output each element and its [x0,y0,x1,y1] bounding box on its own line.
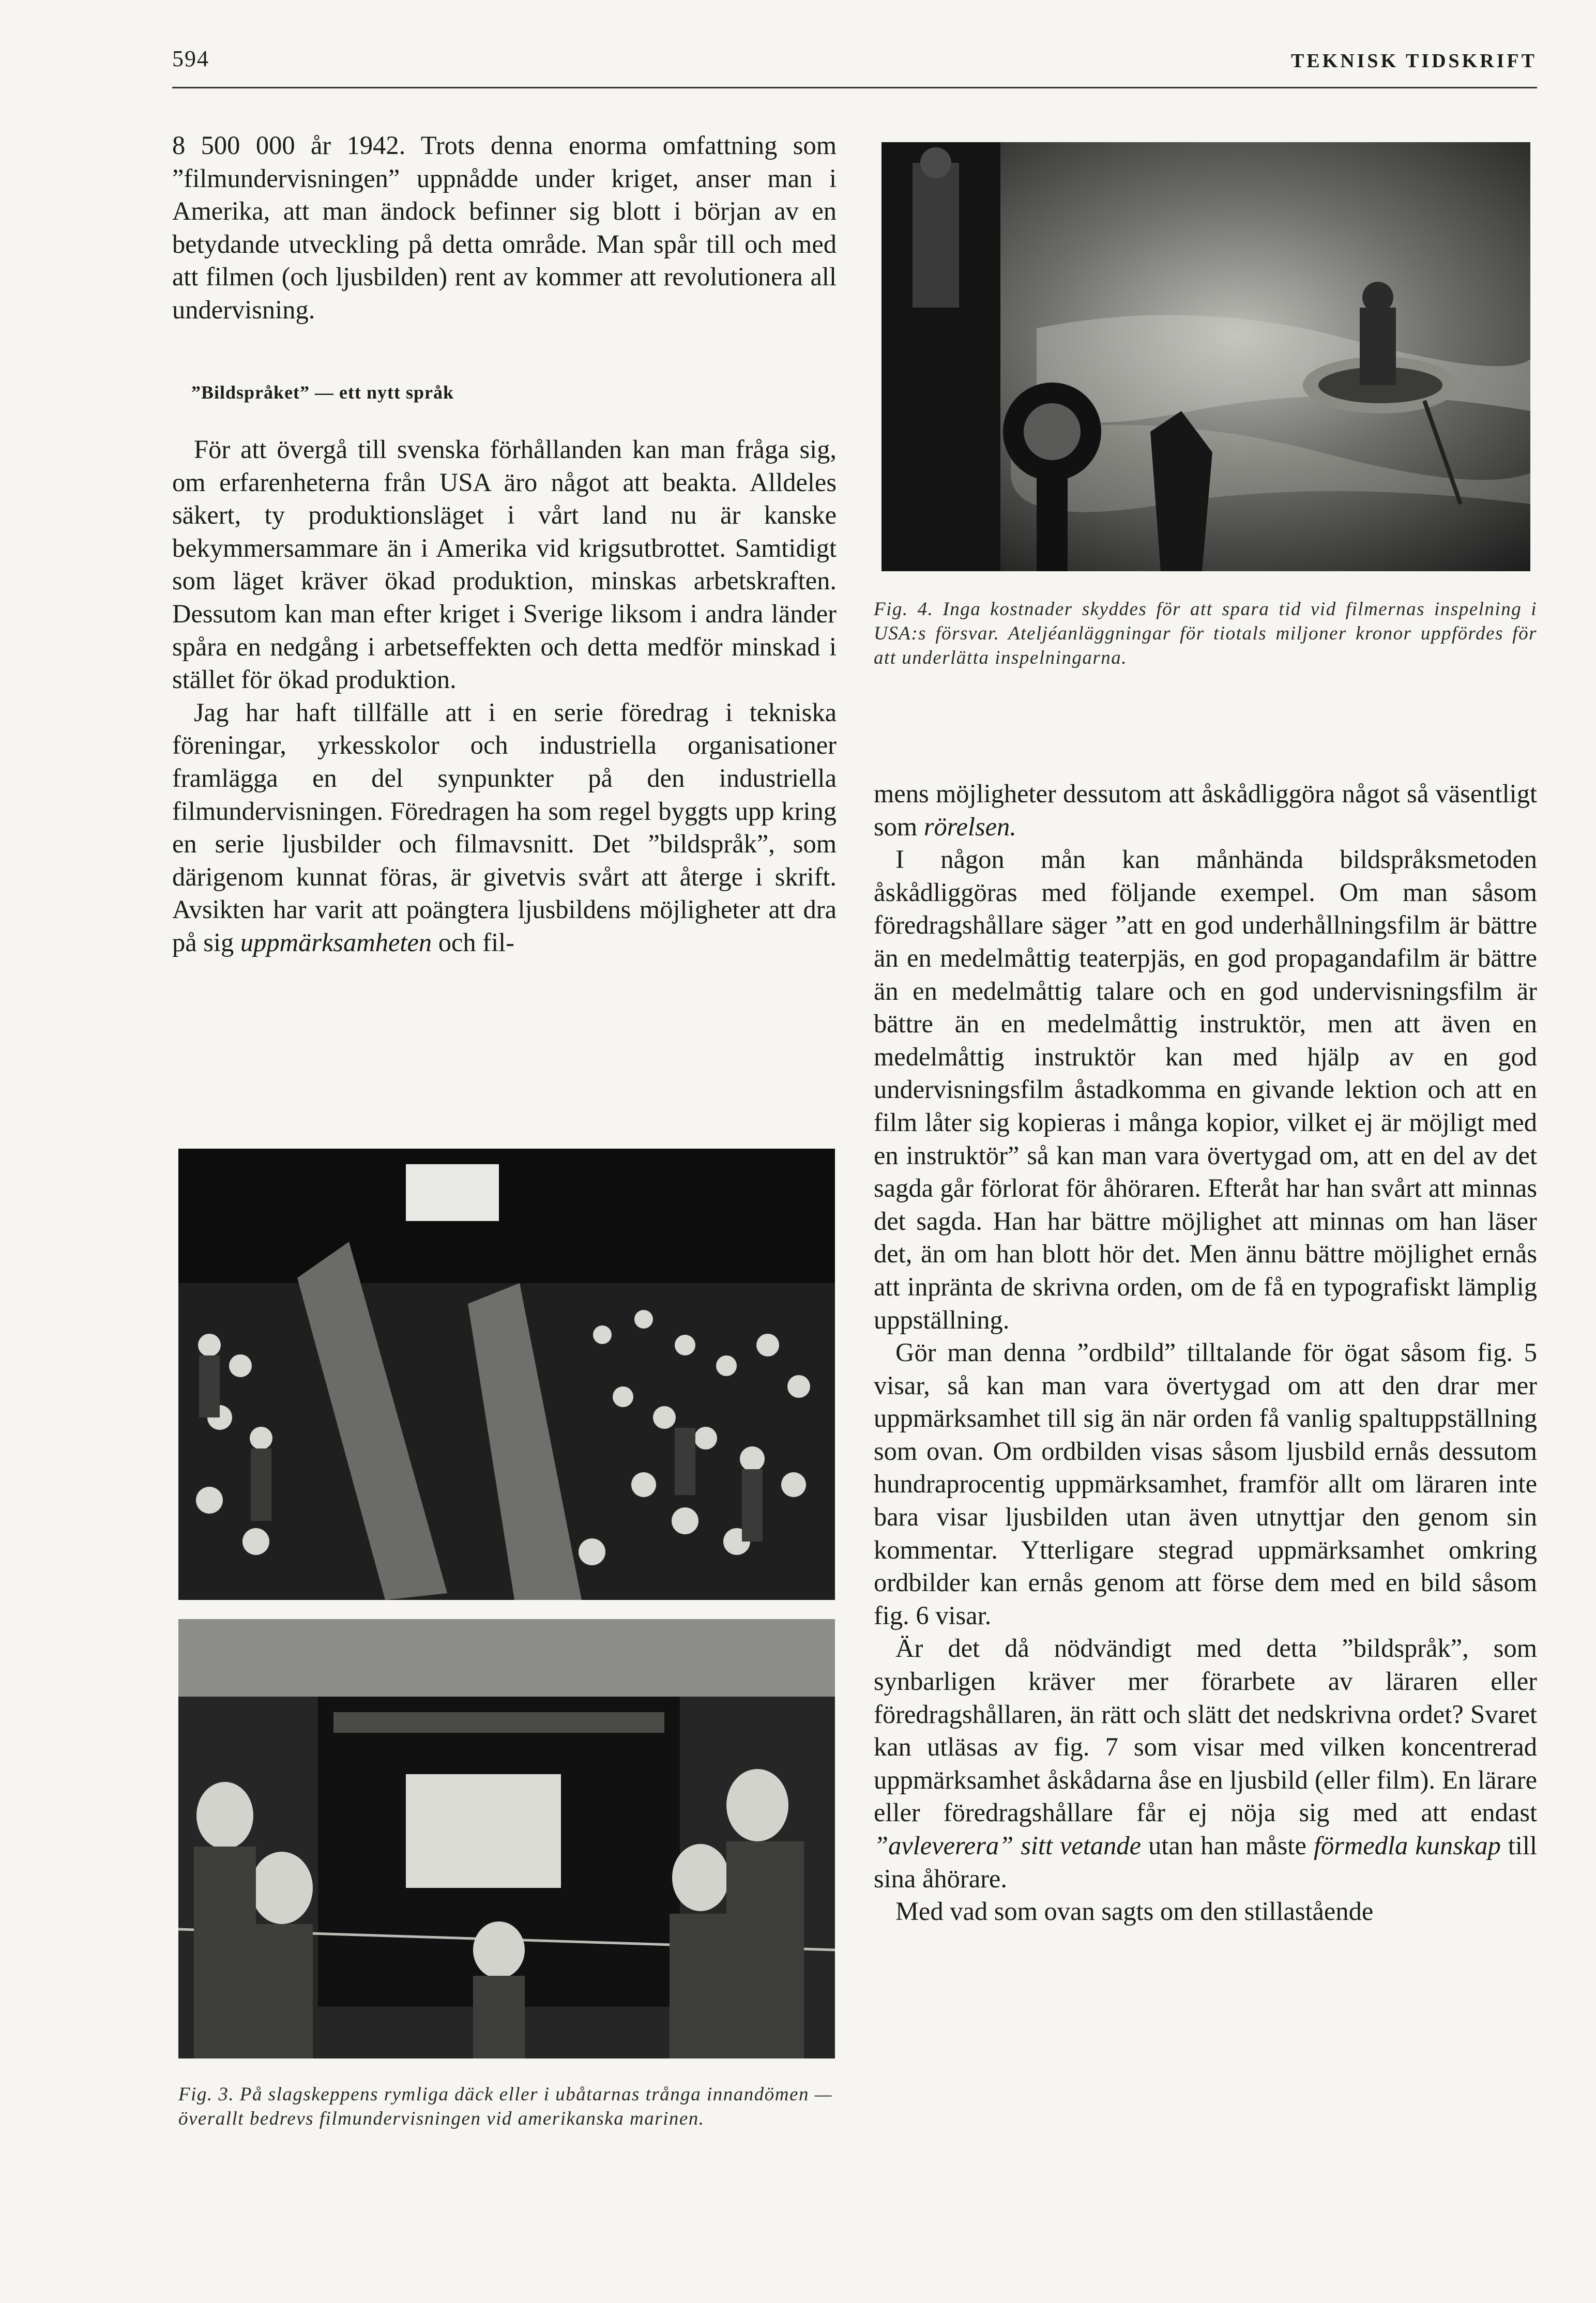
figure-3-top-image [178,1149,835,1600]
paragraph [874,1632,1537,1895]
figure-3-top-photo [178,1149,835,1600]
figure-3-caption [178,2082,835,2131]
paragraph: Gör man denna ”ordbild” tilltalande för ögat såsom fig. 5 visar, så kan man vara övertygad om att den drar mer uppmärksamhet till sig än när orden få vanlig spaltuppställning som ovan. Om ordbilden visas såsom ljusbild ernås dessutom hundraprocentig uppmärksamhet, framför allt om läraren inte bara visar ljusbilden utan även utnyttjar den genom sin kommentar. Ytterligare stegrad uppmärksamhet omkring ordbilder kan ernås genom att förse dem med en bild såsom fig. 6 visar. [874,1338,1537,1630]
left-column-intro [172,129,837,327]
text-run: Är det då nödvändigt med detta ”bildspråk”, som synbarligen kräver mer förarbete av läraren eller föredragshållaren, än rätt och slätt det nedskrivna ordet? Svaret kan utläsas av fig. 7 som visar med vilken koncentrerad uppmärksamhet åskådarna åse en ljusbild (eller film). En lärare eller föredragshållare får ej nöja sig med att endast [874,1634,1537,1827]
paragraph: Med vad som ovan sagts om den stillastående [895,1897,1374,1926]
emphasis: ”avleverera” sitt vetande [874,1831,1142,1860]
text-run: och fil- [432,927,514,957]
page-number: 594 [172,46,209,71]
emphasis: uppmärksamheten [240,927,432,957]
journal-title: TEKNISK TIDSKRIFT [1290,50,1537,72]
text-run: mens möjligheter dessutom att åskådliggöra något så väsentligt som [874,779,1537,841]
figure-4-photo [881,142,1530,571]
emphasis: förmedla kunskap [1313,1831,1501,1860]
emphasis: rörelsen. [923,812,1016,841]
text-run: till sina åhörare. [874,1831,1537,1893]
text-run: utan han måste [1141,1831,1314,1860]
caption-text: På slagskeppens rymliga däck eller i ubåtarnas trånga innandömen — överallt bedrevs filmundervisningen vid amerikanska marinen. [178,2084,833,2129]
figure-label: Fig. 3. [178,2084,235,2105]
figure-label: Fig. 4. [874,599,934,620]
paragraph: I någon mån kan månhända bildspråksmetoden åskådliggöras med följande exempel. Om man såsom föredragshållare säger ”att en god underhållningsfilm är bättre än en medelmåttig teaterpjäs, en god propagandafilm är bättre än en medelmåttig talare och en god undervisningsfilm är bättre än en medelmåttig instruktör, men att även en medelmåttig instruktör kan med hjälp av en god undervisningsfilm åstadkomma en givande lektion och att en film låter sig kopieras i många kopior, vilket ej är möjligt med en instruktör” så kan man vara övertygad om, att en del av det sagda går förlorat för åhöraren. Efteråt har han svårt att minnas det sagda. Han har bättre möjlighet att minnas om han läser det, än om han blott hör det. Men ännu bättre möjlighet ernås att inpränta de skrivna orden, om de få en typografiskt lämplig uppställning. [874,845,1537,1334]
figure-4-image [881,142,1530,571]
paragraph [172,696,837,959]
page-header [172,45,1537,88]
text-run: Jag har haft tillfälle att i en serie föredrag i tekniska föreningar, yrkesskolor och industriella organisationer framlägga en del synpunkter på den industriella filmundervisningen. Föredragen ha som regel byggts upp kring en serie ljusbilder och filmavsnitt. Det ”bildspråk”, som därigenom kunnat föras, är givetvis svårt att återge i skrift. Avsikten har varit att poängtera ljusbildens möjligheter att dra på sig [172,697,837,957]
figure-3-bottom-photo [178,1619,835,2058]
paragraph: För att övergå till svenska förhållanden kan man fråga sig, om erfarenheterna från USA äro något att beakta. Alldeles säkert, ty produktionsläget i vårt land nu är kanske bekymmersammare än i Amerika vid krigsutbrottet. Samtidigt som läget kräver ökad produktion, minskas arbetskraften. Dessutom kan man efter kriget i Sverige liksom i andra länder spåra en nedgång i arbetseffekten och detta medför minskad i stället för ökad produktion. [172,435,837,694]
section-heading: ”Bildspråket” — ett nytt språk [191,382,454,403]
right-column [874,777,1537,1928]
figure-3-bottom-image [178,1619,835,2058]
left-column-body [172,433,837,959]
paragraph: 8 500 000 år 1942. Trots denna enorma omfattning som ”filmundervisningen” uppnådde under kriget, anser man i Amerika, att man ändock befinner sig blott i början av en betydande utveckling på detta område. Man spår till och med att filmen (och ljusbilden) rent av kommer att revolutionera all undervisning. [172,131,837,324]
caption-text: Inga kostnader skyddes för att spara tid vid filmernas inspelning i USA:s försvar. Ateljéanläggningar för tiotals miljoner kronor uppfördes för att underlätta inspelningarna. [874,599,1537,668]
paragraph [874,777,1537,843]
figure-4-caption [874,597,1537,670]
